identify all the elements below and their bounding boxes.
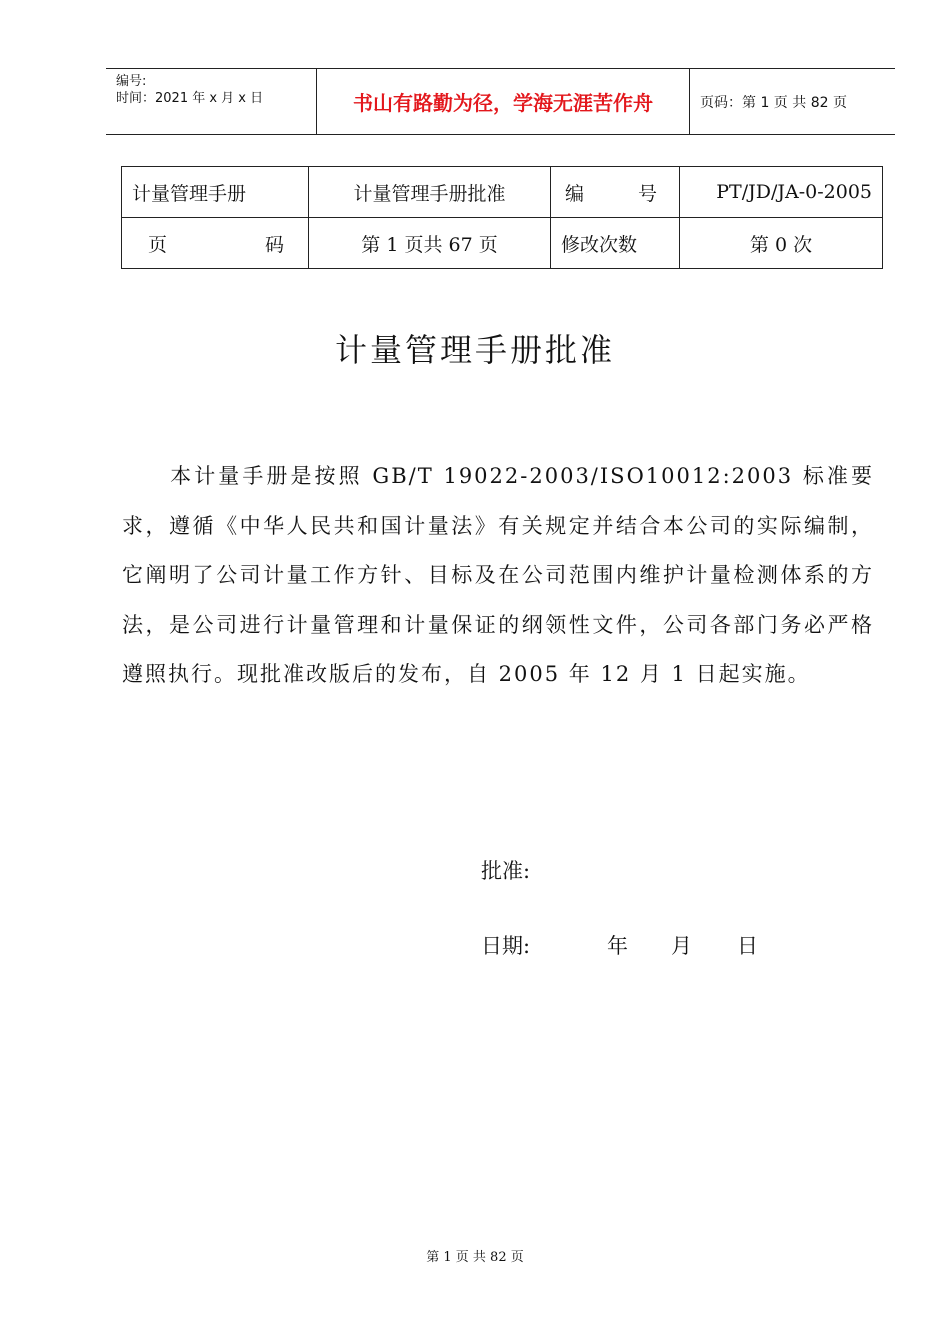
time-label: 时间：2021 年 x 月 x 日 — [116, 91, 264, 106]
revision-label-cell: 修改次数 — [551, 218, 680, 269]
number-label-a: 编 — [565, 182, 585, 205]
page-footer: 第 1 页 共 82 页 — [426, 1250, 524, 1265]
body-paragraph: 本计量手册是按照 GB/T 19022-2003/ISO10012:2003 标准要求，遵循《中华人民共和国计量法》有关规定并结合本公司的实际编制，它阐明了公司计量工作方针、目标及在公司范围内维护计量检测体系的方法，是公司进行计量管理和计量保证的纲领性文件，公司各部门务必严格遵照执行。现批准改版后的发布，自 2005 年 12 月 1 日起实施。 — [122, 464, 874, 686]
date-day: 日 — [737, 934, 758, 958]
manual-name-cell: 计量管理手册 — [122, 167, 309, 218]
date-label: 日期: — [481, 934, 531, 958]
number-label-cell — [551, 167, 680, 218]
revision-value-cell: 第 0 次 — [680, 218, 883, 269]
header-meta — [106, 69, 317, 135]
approve-label: 批准: — [481, 859, 531, 883]
header-slogan: 书山有路勤为径，学海无涯苦作舟 — [317, 69, 690, 135]
page-label-b: 码 — [264, 233, 284, 256]
date-month: 月 — [671, 934, 692, 958]
page-label-a: 页 — [148, 233, 168, 256]
date-year: 年 — [607, 934, 628, 958]
number-label: 编号: — [116, 74, 147, 89]
doc-title-cell: 计量管理手册批准 — [309, 167, 551, 218]
document-title: 计量管理手册批准 — [334, 331, 615, 369]
header-page-info: 页码：第 1 页 共 82 页 — [690, 69, 896, 135]
page-label-cell — [122, 218, 309, 269]
page-count-cell: 第 1 页共 67 页 — [309, 218, 551, 269]
number-label-b: 号 — [637, 182, 657, 205]
document-info-table — [121, 166, 883, 269]
doc-number-cell: PT/JD/JA-0-2005 — [680, 167, 883, 218]
page-header — [106, 68, 895, 135]
